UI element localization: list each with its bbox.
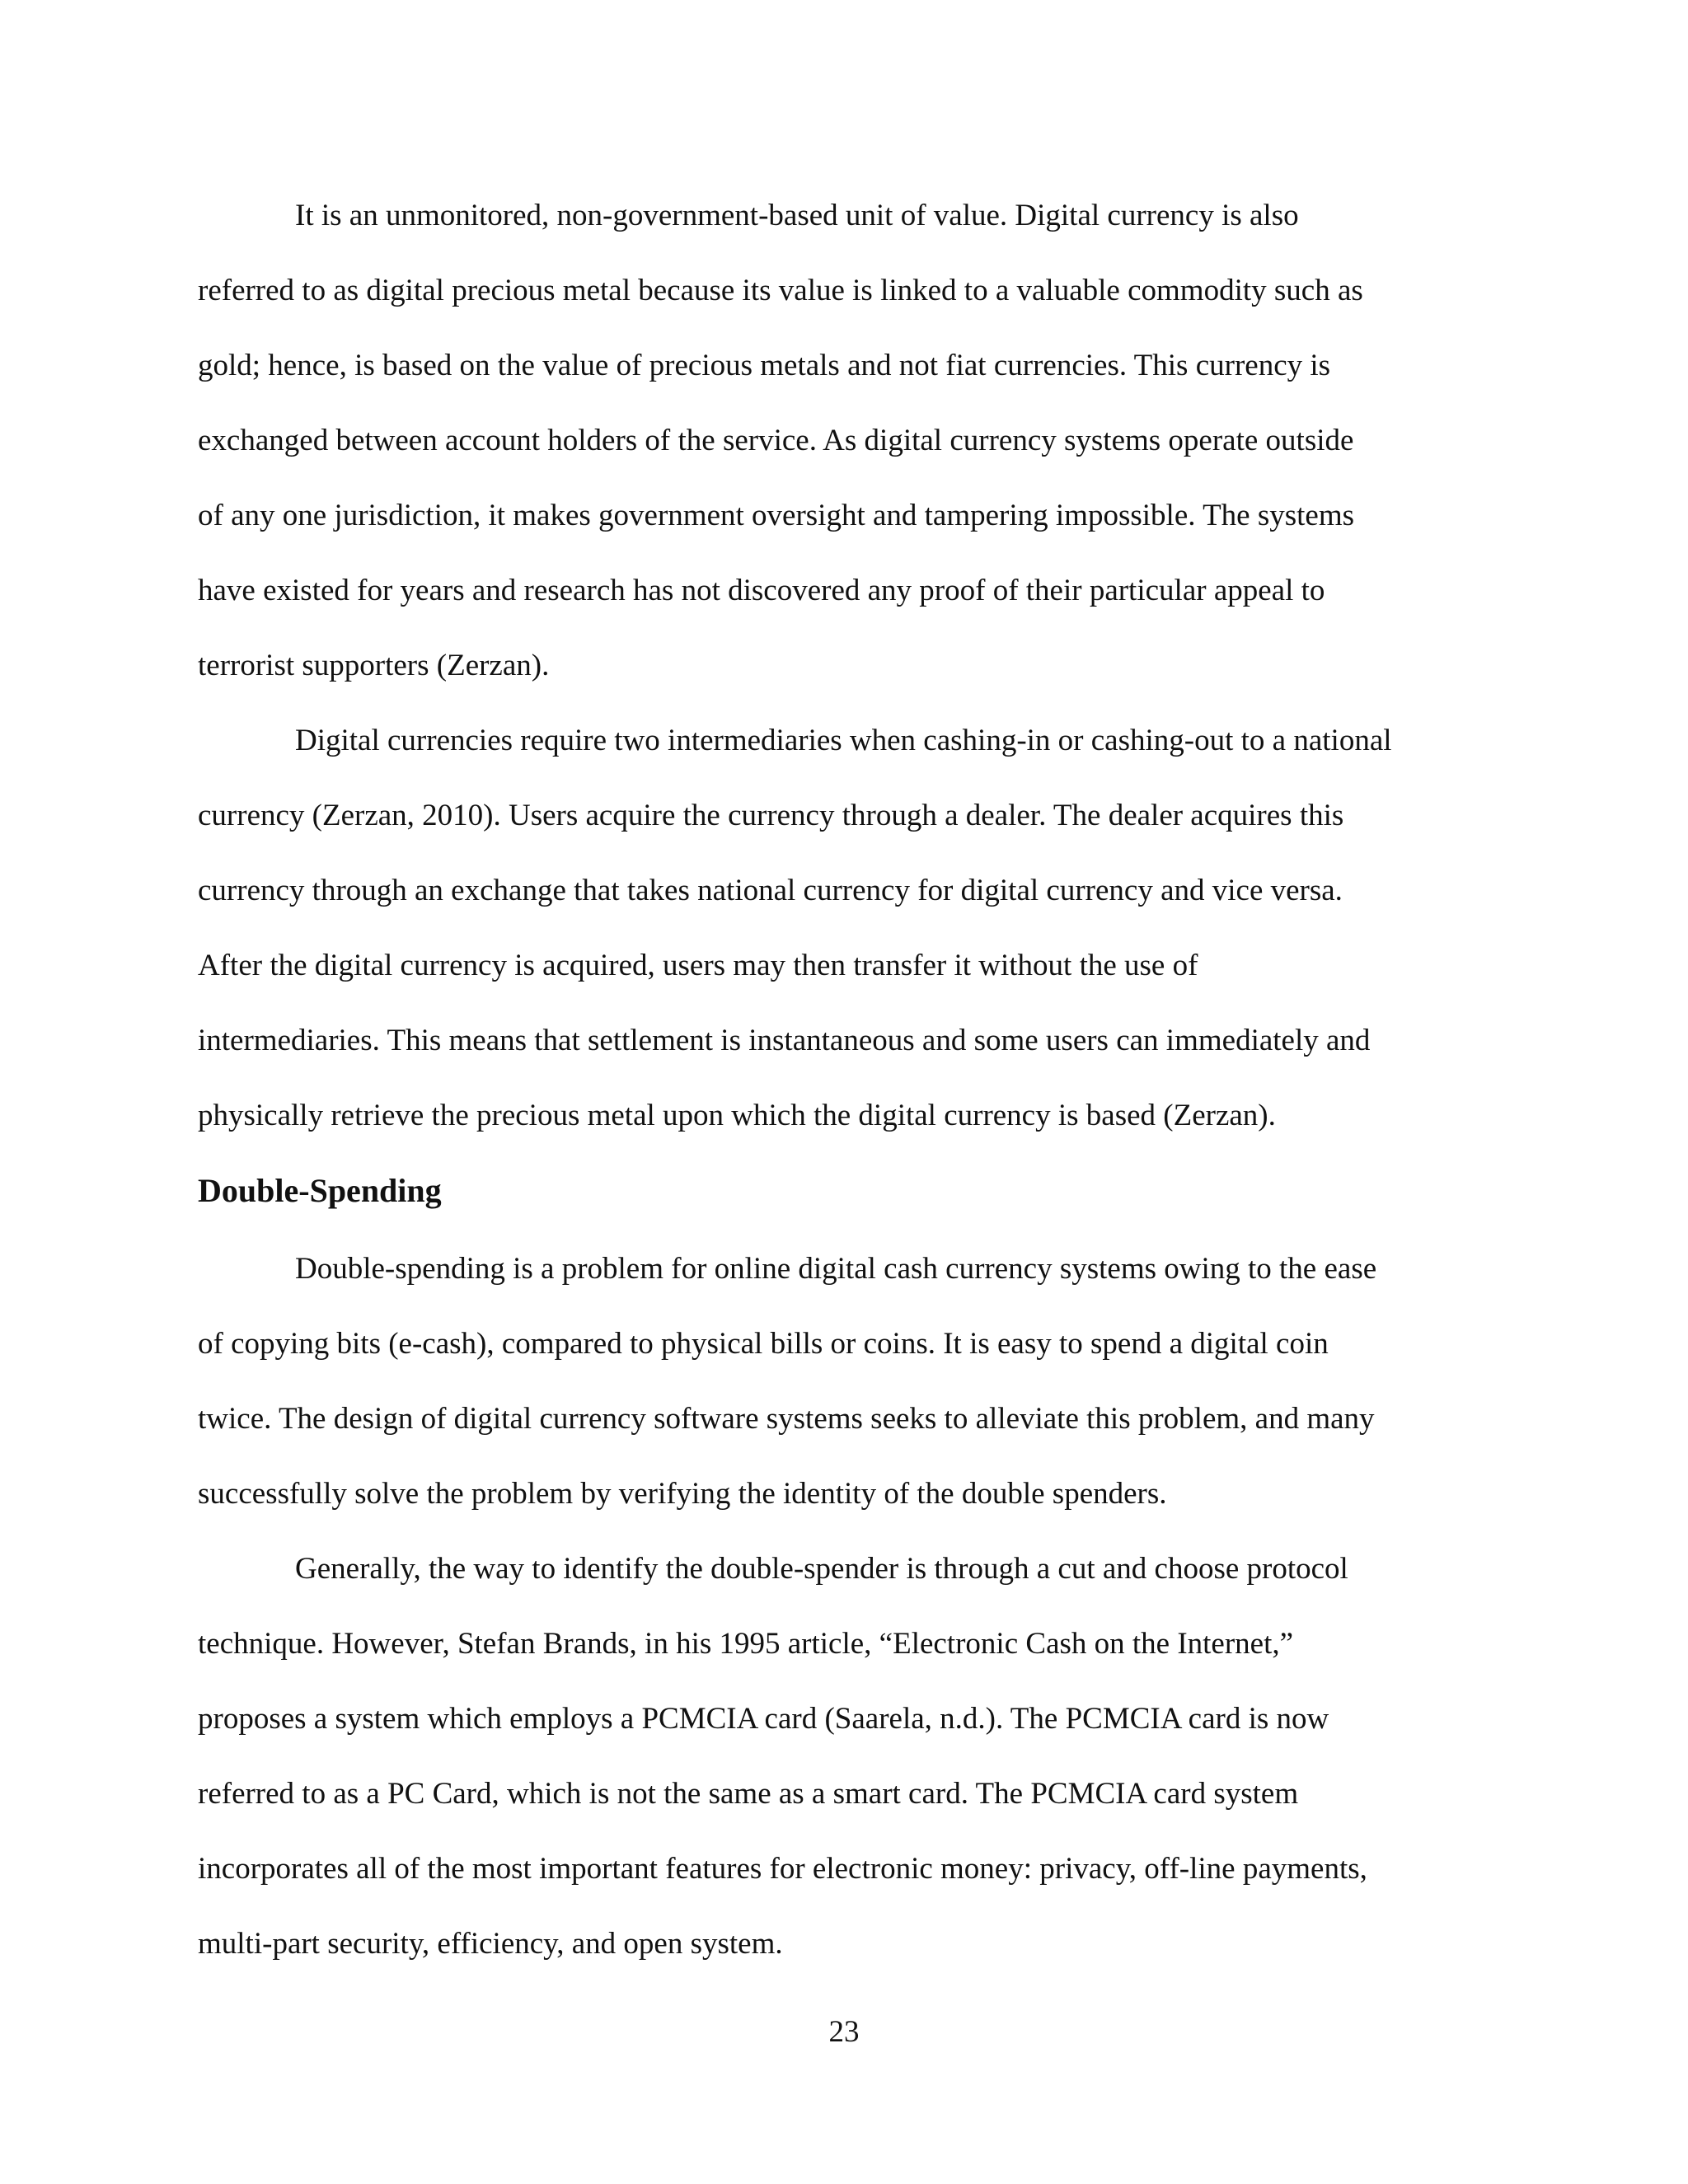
text-line: Generally, the way to identify the double-spender is through a cut and choose protocol (295, 1552, 1348, 1586)
text-line: successfully solve the problem by verifying the identity of the double spenders. (198, 1477, 1167, 1511)
text-line: have existed for years and research has not discovered any proof of their particular appeal to (198, 574, 1325, 607)
page-number: 23 (828, 2015, 860, 2049)
text-line: Double-spending is a problem for online digital cash currency systems owing to the ease (295, 1252, 1377, 1286)
text-line: incorporates all of the most important features for electronic money: privacy, off-line payments, (198, 1852, 1367, 1886)
text-line: exchanged between account holders of the service. As digital currency systems operate outside (198, 424, 1354, 457)
text-line: referred to as digital precious metal because its value is linked to a valuable commodity such as (198, 274, 1363, 307)
text-line: twice. The design of digital currency software systems seeks to alleviate this problem, and many (198, 1402, 1375, 1436)
text-line: technique. However, Stefan Brands, in his 1995 article, “Electronic Cash on the Internet,” (198, 1627, 1294, 1661)
text-line: currency (Zerzan, 2010). Users acquire the currency through a dealer. The dealer acquires this (198, 799, 1344, 832)
text-line: Digital currencies require two intermediaries when cashing-in or cashing-out to a national (295, 724, 1392, 757)
text-line: proposes a system which employs a PCMCIA card (Saarela, n.d.). The PCMCIA card is now (198, 1702, 1329, 1736)
text-line: referred to as a PC Card, which is not the same as a smart card. The PCMCIA card system (198, 1777, 1299, 1811)
text-line: physically retrieve the precious metal upon which the digital currency is based (Zerzan). (198, 1099, 1276, 1132)
text-line: After the digital currency is acquired, users may then transfer it without the use of (198, 949, 1198, 982)
text-line: of any one jurisdiction, it makes government oversight and tampering impossible. The systems (198, 499, 1355, 532)
text-line: It is an unmonitored, non-government-based unit of value. Digital currency is also (295, 199, 1299, 232)
section-heading: Double-Spending (198, 1172, 442, 1209)
text-line: intermediaries. This means that settlement is instantaneous and some users can immediately and (198, 1024, 1371, 1057)
text-line: terrorist supporters (Zerzan). (198, 649, 550, 682)
text-line: multi-part security, efficiency, and open system. (198, 1927, 783, 1961)
text-line: currency through an exchange that takes national currency for digital currency and vice versa. (198, 874, 1343, 907)
text-line: gold; hence, is based on the value of precious metals and not fiat currencies. This currency is (198, 349, 1331, 382)
text-line: of copying bits (e-cash), compared to physical bills or coins. It is easy to spend a digital coin (198, 1327, 1329, 1361)
